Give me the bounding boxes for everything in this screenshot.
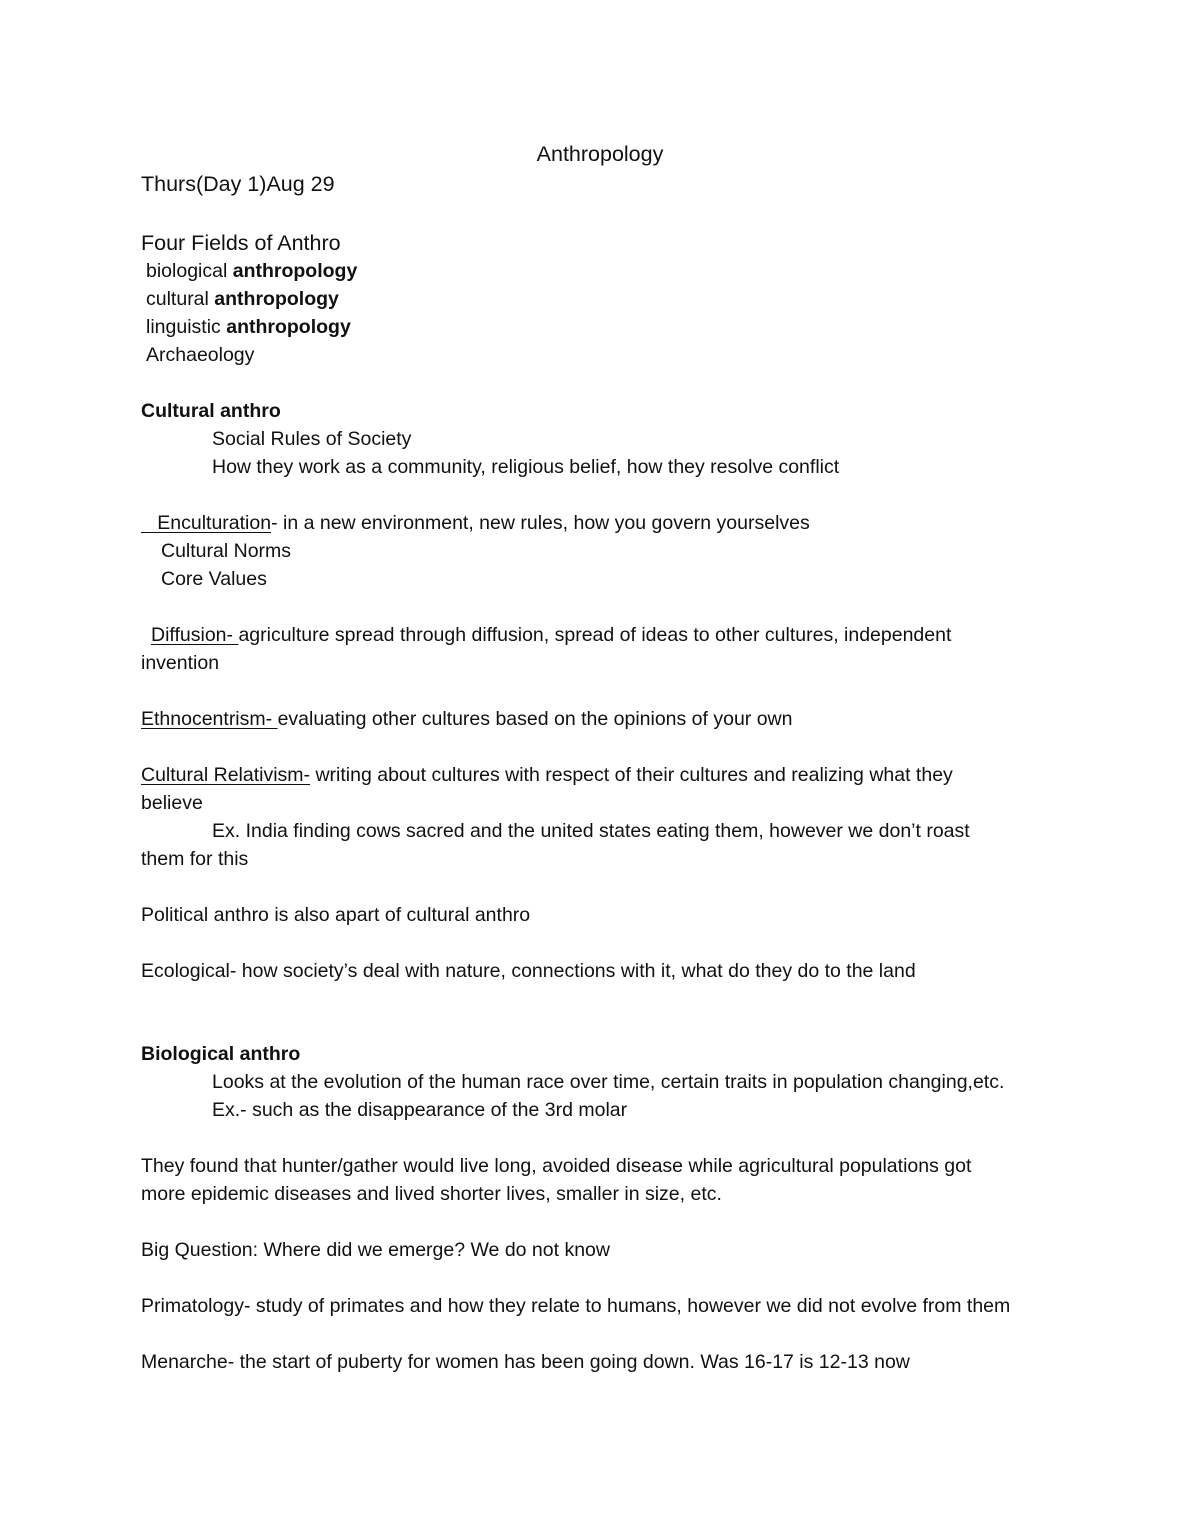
relativism-example: Ex. India finding cows sacred and the united states eating them, however we don’t roast xyxy=(212,820,970,842)
date-line: Thurs(Day 1)Aug 29 xyxy=(141,172,335,196)
ethnocentrism-term: Ethnocentrism- xyxy=(141,708,278,730)
biological-point: Ex.- such as the disappearance of the 3rd molar xyxy=(212,1099,628,1121)
hunter-gatherer-note-continuation: more epidemic diseases and lived shorter lives, smaller in size, etc. xyxy=(141,1183,722,1205)
enculturation-line xyxy=(141,511,810,535)
relativism-example-continuation: them for this xyxy=(141,848,249,870)
ethnocentrism-line xyxy=(141,707,792,731)
ethnocentrism-text: evaluating other cultures based on the opinions of your own xyxy=(277,708,793,730)
field-item-biological xyxy=(146,259,357,283)
enculturation-sub: Cultural Norms xyxy=(161,540,292,562)
field-item-cultural xyxy=(146,287,339,311)
diffusion-continuation: invention xyxy=(141,652,220,674)
cultural-point: Social Rules of Society xyxy=(212,428,412,450)
field-label: Archaeology xyxy=(146,344,255,366)
diffusion-text: agriculture spread through diffusion, spread of ideas to other cultures, independent xyxy=(238,624,952,646)
field-label: cultural xyxy=(146,288,209,310)
diffusion-line xyxy=(151,623,951,647)
relativism-text: writing about cultures with respect of their cultures and realizing what they xyxy=(310,764,953,786)
cultural-point: How they work as a community, religious belief, how they resolve conflict xyxy=(212,456,840,478)
menarche-note: Menarche- the start of puberty for women has been going down. Was 16-17 is 12-13 now xyxy=(141,1351,910,1373)
enculturation-text: - in a new environment, new rules, how you govern yourselves xyxy=(271,512,810,534)
cultural-anthro-heading: Cultural anthro xyxy=(141,400,281,422)
political-anthro-note: Political anthro is also apart of cultural anthro xyxy=(141,904,531,926)
relativism-line xyxy=(141,763,953,787)
field-label: linguistic xyxy=(146,316,221,338)
hunter-gatherer-note: They found that hunter/gather would live long, avoided disease while agricultural populations got xyxy=(141,1155,972,1177)
biological-point: Looks at the evolution of the human race over time, certain traits in population changing,etc. xyxy=(212,1071,1005,1093)
field-bold: anthropology xyxy=(214,288,339,310)
ecological-note: Ecological- how society’s deal with nature, connections with it, what do they do to the land xyxy=(141,960,916,982)
field-bold: anthropology xyxy=(226,316,351,338)
big-question-note: Big Question: Where did we emerge? We do not know xyxy=(141,1239,610,1261)
field-item-linguistic xyxy=(146,315,351,339)
field-bold: anthropology xyxy=(232,260,358,282)
enculturation-sub: Core Values xyxy=(161,568,267,590)
field-item-archaeology xyxy=(146,343,254,367)
relativism-continuation: believe xyxy=(141,792,203,814)
enculturation-term: Enculturation xyxy=(141,512,272,534)
biological-anthro-heading: Biological anthro xyxy=(141,1043,301,1065)
field-label: biological xyxy=(146,260,228,282)
four-fields-heading: Four Fields of Anthro xyxy=(141,231,341,255)
diffusion-term: Diffusion- xyxy=(151,624,239,646)
relativism-term: Cultural Relativism- xyxy=(141,764,311,786)
primatology-note: Primatology- study of primates and how they relate to humans, however we did not evolve from them xyxy=(141,1295,1011,1317)
page-title: Anthropology xyxy=(536,142,664,166)
